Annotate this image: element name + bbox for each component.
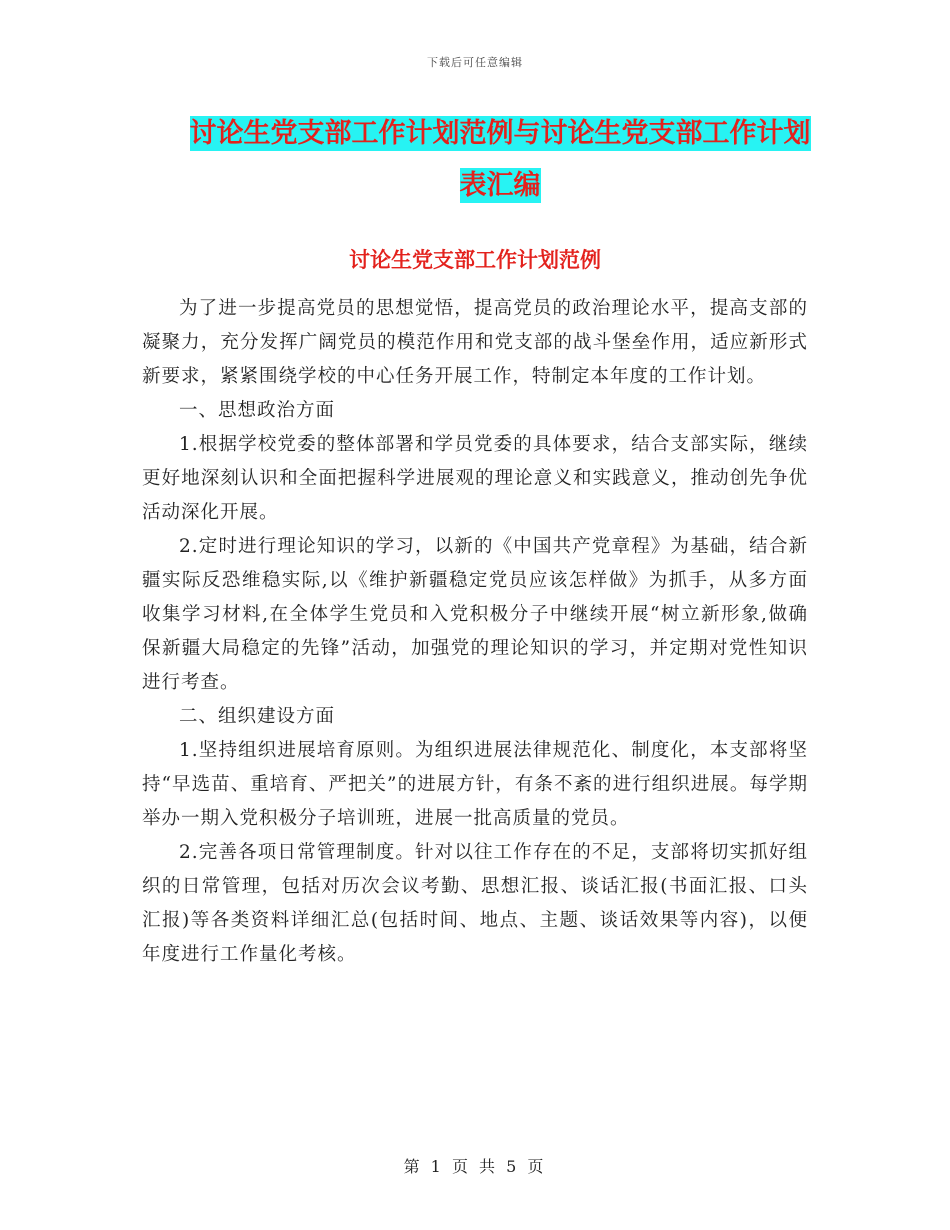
heading-organization: 二、组织建设方面 bbox=[179, 706, 336, 727]
title-line-2: 表汇编 bbox=[459, 170, 541, 201]
section-title: 讨论生党支部工作计划范例 bbox=[349, 248, 601, 272]
paragraph-organization-2: 2.完善各项日常管理制度。针对以往工作存在的不足，支部将切实抓好组织的日常管理，包括对历次会议考勤、思想汇报、谈话汇报(书面汇报、口头汇报)等各类资料详细汇总(包括时间、地点、主题、谈话效果等内容)，以便年度进行工作量化考核。 bbox=[142, 842, 808, 965]
title-line-1: 讨论生党支部工作计划范例与讨论生党支部工作计划 bbox=[189, 118, 811, 149]
document-body bbox=[142, 292, 808, 972]
paragraph-ideology-2: 2.定时进行理论知识的学习，以新的《中国共产党章程》为基础，结合新疆实际反恐维稳实际,以《维护新疆稳定党员应该怎样做》为抓手，从多方面收集学习材料,在全体学生党员和入党积极分子中继续开展“树立新形象,做确保新疆大局稳定的先锋”活动，加强党的理论知识的学习，并定期对党性知识进行考查。 bbox=[142, 536, 808, 693]
header-note: 下载后可任意编辑 bbox=[427, 56, 523, 69]
paragraph-intro: 为了进一步提高党员的思想觉悟，提高党员的政治理论水平，提高支部的凝聚力，充分发挥广阔党员的模范作用和党支部的战斗堡垒作用，适应新形式新要求，紧紧围绕学校的中心任务开展工作，特制定本年度的工作计划。 bbox=[142, 298, 808, 387]
page-footer: 第 1 页 共 5 页 bbox=[403, 1157, 547, 1176]
heading-ideology: 一、思想政治方面 bbox=[179, 400, 336, 421]
paragraph-ideology-1: 1.根据学校党委的整体部署和学员党委的具体要求，结合支部实际，继续更好地深刻认识和全面把握科学进展观的理论意义和实践意义，推动创先争优活动深化开展。 bbox=[142, 434, 808, 523]
paragraph-organization-1: 1.坚持组织进展培育原则。为组织进展法律规范化、制度化，本支部将坚持“早选苗、重培育、严把关”的进展方针，有条不紊的进行组织进展。每学期举办一期入党积极分子培训班，进展一批高质量的党员。 bbox=[142, 740, 808, 829]
document-title bbox=[150, 108, 850, 212]
